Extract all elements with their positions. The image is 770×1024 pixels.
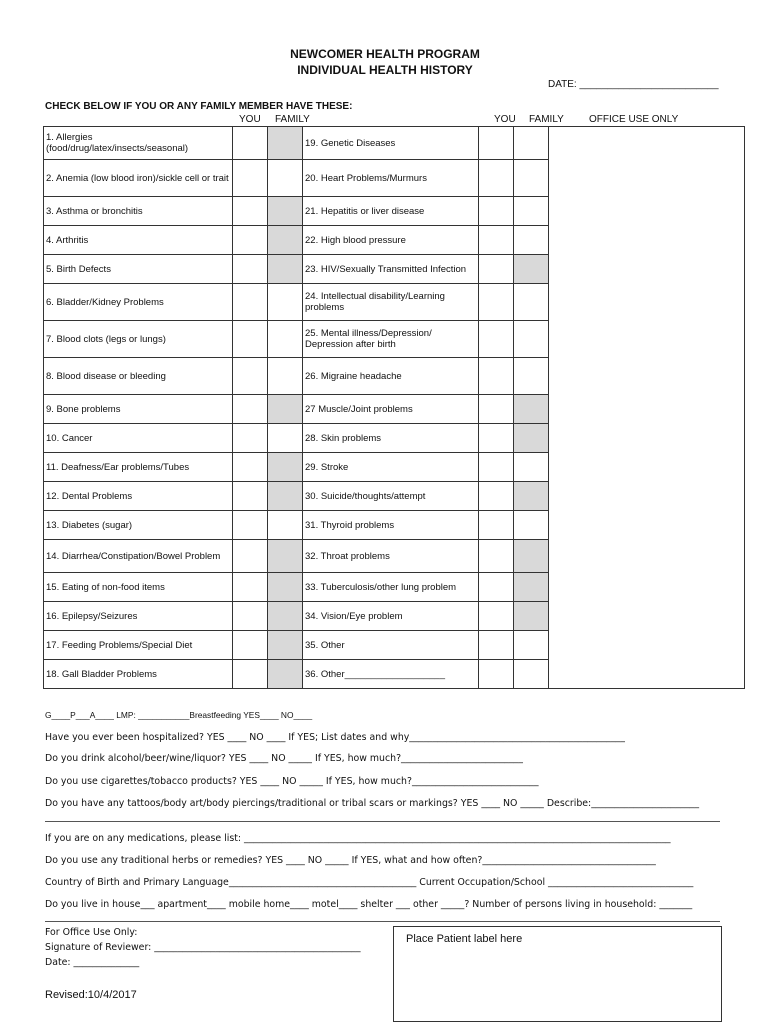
col-you-1: YOU (239, 114, 261, 125)
family-checkbox[interactable] (268, 424, 303, 453)
condition-label: 20. Heart Problems/Murmurs (303, 160, 479, 197)
question-hospitalized[interactable]: Have you ever been hospitalized? YES ____ NO ____ If YES; List dates and why______________________________________________ (45, 732, 625, 743)
table-row (44, 127, 745, 160)
condition-label: 1. Allergies (food/drug/latex/insects/seasonal) (44, 127, 233, 160)
you-checkbox[interactable] (479, 660, 514, 689)
you-checkbox[interactable] (233, 453, 268, 482)
health-history-table (43, 126, 745, 689)
condition-label: 21. Hepatitis or liver disease (303, 197, 479, 226)
you-checkbox[interactable] (479, 424, 514, 453)
you-checkbox[interactable] (233, 540, 268, 573)
family-checkbox[interactable] (514, 660, 549, 689)
family-checkbox[interactable] (268, 573, 303, 602)
question-herbs[interactable]: Do you use any traditional herbs or remedies? YES ____ NO _____ If YES, what and how often?_____________________________________ (45, 855, 656, 866)
question-medications[interactable]: If you are on any medications, please list: ___________________________________________________________________________________________ (45, 833, 671, 844)
you-checkbox[interactable] (479, 511, 514, 540)
family-checkbox[interactable] (268, 660, 303, 689)
you-checkbox[interactable] (233, 511, 268, 540)
office-heading: For Office Use Only: (45, 927, 138, 938)
family-checkbox[interactable] (514, 511, 549, 540)
family-checkbox[interactable] (514, 453, 549, 482)
family-checkbox[interactable] (268, 395, 303, 424)
condition-label: 33. Tuberculosis/other lung problem (303, 573, 479, 602)
family-checkbox[interactable] (514, 395, 549, 424)
family-checkbox[interactable] (268, 127, 303, 160)
family-checkbox[interactable] (514, 160, 549, 197)
patient-label-box[interactable] (393, 926, 722, 1022)
describe-line (45, 821, 720, 822)
condition-label: 10. Cancer (44, 424, 233, 453)
you-checkbox[interactable] (479, 395, 514, 424)
you-checkbox[interactable] (479, 602, 514, 631)
condition-label: 12. Dental Problems (44, 482, 233, 511)
obstetric-line[interactable]: G____P___A____ LMP: ___________Breastfeeding YES____ NO____ (45, 710, 313, 720)
condition-label: 17. Feeding Problems/Special Diet (44, 631, 233, 660)
you-checkbox[interactable] (479, 160, 514, 197)
condition-label: 7. Blood clots (legs or lungs) (44, 321, 233, 358)
revised-date: Revised:10/4/2017 (45, 989, 137, 1001)
family-checkbox[interactable] (268, 631, 303, 660)
question-alcohol[interactable]: Do you drink alcohol/beer/wine/liquor? YES ____ NO _____ If YES, how much?__________________________ (45, 753, 523, 764)
family-checkbox[interactable] (514, 197, 549, 226)
you-checkbox[interactable] (233, 321, 268, 358)
condition-label: 19. Genetic Diseases (303, 127, 479, 160)
separator-line (45, 921, 720, 922)
col-you-2: YOU (494, 114, 516, 125)
you-checkbox[interactable] (479, 284, 514, 321)
you-checkbox[interactable] (233, 358, 268, 395)
form-title: INDIVIDUAL HEALTH HISTORY (297, 63, 473, 77)
family-checkbox[interactable] (514, 321, 549, 358)
you-checkbox[interactable] (233, 660, 268, 689)
you-checkbox[interactable] (233, 395, 268, 424)
family-checkbox[interactable] (268, 482, 303, 511)
condition-label: 22. High blood pressure (303, 226, 479, 255)
condition-label: 15. Eating of non-food items (44, 573, 233, 602)
you-checkbox[interactable] (233, 482, 268, 511)
office-date[interactable]: Date: ______________ (45, 957, 140, 968)
you-checkbox[interactable] (233, 127, 268, 160)
condition-label: 31. Thyroid problems (303, 511, 479, 540)
family-checkbox[interactable] (268, 226, 303, 255)
you-checkbox[interactable] (479, 573, 514, 602)
condition-label: 35. Other (303, 631, 479, 660)
family-checkbox[interactable] (268, 358, 303, 395)
question-housing[interactable]: Do you live in house___ apartment____ mobile home____ motel____ shelter ___ other _____? Number of persons living in household: _______ (45, 899, 693, 910)
instructions: CHECK BELOW IF YOU OR ANY FAMILY MEMBER HAVE THESE: (45, 101, 353, 112)
family-checkbox[interactable] (268, 255, 303, 284)
condition-label: 18. Gall Bladder Problems (44, 660, 233, 689)
condition-label: 36. Other___________________ (303, 660, 479, 689)
you-checkbox[interactable] (479, 127, 514, 160)
family-checkbox[interactable] (268, 453, 303, 482)
you-checkbox[interactable] (233, 284, 268, 321)
col-office: OFFICE USE ONLY (589, 114, 679, 125)
condition-label: 16. Epilepsy/Seizures (44, 602, 233, 631)
condition-label: 27 Muscle/Joint problems (303, 395, 479, 424)
condition-label: 23. HIV/Sexually Transmitted Infection (303, 255, 479, 284)
you-checkbox[interactable] (479, 540, 514, 573)
question-tobacco[interactable]: Do you use cigarettes/tobacco products? YES ____ NO _____ If YES, how much?___________________________ (45, 776, 539, 787)
you-checkbox[interactable] (479, 321, 514, 358)
col-family-1: FAMILY (275, 114, 310, 125)
condition-label: 11. Deafness/Ear problems/Tubes (44, 453, 233, 482)
condition-label: 34. Vision/Eye problem (303, 602, 479, 631)
you-checkbox[interactable] (479, 197, 514, 226)
condition-label: 3. Asthma or bronchitis (44, 197, 233, 226)
date-field[interactable]: DATE: _________________________ (548, 79, 719, 90)
you-checkbox[interactable] (479, 631, 514, 660)
family-checkbox[interactable] (514, 358, 549, 395)
family-checkbox[interactable] (514, 284, 549, 321)
col-family-2: FAMILY (529, 114, 564, 125)
condition-label: 8. Blood disease or bleeding (44, 358, 233, 395)
family-checkbox[interactable] (514, 226, 549, 255)
family-checkbox[interactable] (268, 602, 303, 631)
family-checkbox[interactable] (268, 284, 303, 321)
family-checkbox[interactable] (514, 424, 549, 453)
condition-label: 4. Arthritis (44, 226, 233, 255)
you-checkbox[interactable] (233, 424, 268, 453)
condition-label: 6. Bladder/Kidney Problems (44, 284, 233, 321)
condition-label: 29. Stroke (303, 453, 479, 482)
question-country[interactable]: Country of Birth and Primary Language________________________________________ Current Occupation/School _______________________________ (45, 877, 694, 888)
condition-label: 26. Migraine headache (303, 358, 479, 395)
question-tattoos[interactable]: Do you have any tattoos/body art/body piercings/traditional or tribal scars or markings? YES ____ NO _____ Describe:_______________________ (45, 798, 700, 809)
condition-label: 25. Mental illness/Depression/ Depression after birth (303, 321, 479, 358)
condition-label: 2. Anemia (low blood iron)/sickle cell or trait (44, 160, 233, 197)
patient-label-text: Place Patient label here (406, 933, 523, 945)
family-checkbox[interactable] (514, 573, 549, 602)
condition-label: 30. Suicide/thoughts/attempt (303, 482, 479, 511)
you-checkbox[interactable] (233, 226, 268, 255)
condition-label: 14. Diarrhea/Constipation/Bowel Problem (44, 540, 233, 573)
family-checkbox[interactable] (268, 197, 303, 226)
you-checkbox[interactable] (233, 602, 268, 631)
office-use-column (549, 127, 745, 689)
family-checkbox[interactable] (514, 482, 549, 511)
you-checkbox[interactable] (479, 226, 514, 255)
family-checkbox[interactable] (268, 321, 303, 358)
you-checkbox[interactable] (233, 573, 268, 602)
family-checkbox[interactable] (514, 540, 549, 573)
condition-label: 9. Bone problems (44, 395, 233, 424)
family-checkbox[interactable] (268, 160, 303, 197)
condition-label: 24. Intellectual disability/Learning problems (303, 284, 479, 321)
family-checkbox[interactable] (514, 255, 549, 284)
condition-label: 28. Skin problems (303, 424, 479, 453)
family-checkbox[interactable] (514, 602, 549, 631)
you-checkbox[interactable] (233, 255, 268, 284)
condition-label: 32. Throat problems (303, 540, 479, 573)
you-checkbox[interactable] (233, 631, 268, 660)
you-checkbox[interactable] (233, 160, 268, 197)
program-title: NEWCOMER HEALTH PROGRAM (290, 47, 480, 61)
family-checkbox[interactable] (268, 511, 303, 540)
family-checkbox[interactable] (514, 127, 549, 160)
you-checkbox[interactable] (479, 358, 514, 395)
you-checkbox[interactable] (479, 453, 514, 482)
condition-label: 5. Birth Defects (44, 255, 233, 284)
family-checkbox[interactable] (514, 631, 549, 660)
you-checkbox[interactable] (479, 255, 514, 284)
you-checkbox[interactable] (233, 197, 268, 226)
you-checkbox[interactable] (479, 482, 514, 511)
reviewer-signature[interactable]: Signature of Reviewer: ____________________________________________ (45, 942, 361, 953)
family-checkbox[interactable] (268, 540, 303, 573)
condition-label: 13. Diabetes (sugar) (44, 511, 233, 540)
